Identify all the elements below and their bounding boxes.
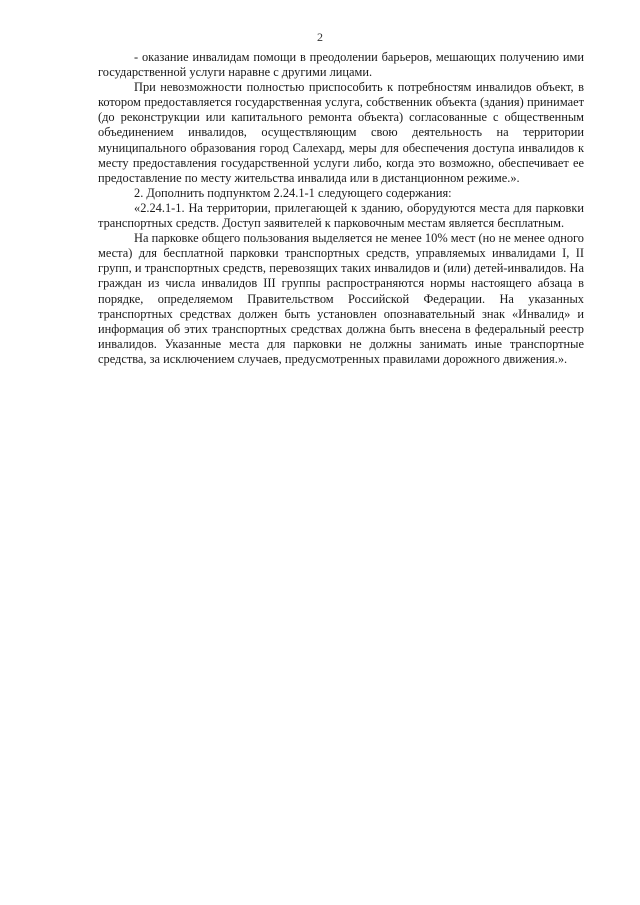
paragraph-barrier-assistance: - оказание инвалидам помощи в преодолении барьеров, мешающих получению ими государственной услуги наравне с другими лицами.	[98, 50, 584, 80]
page-number: 2	[317, 30, 323, 44]
paragraph-amendment-2: 2. Дополнить подпунктом 2.24.1-1 следующего содержания:	[134, 185, 452, 200]
paragraph-disabled-parking: На парковке общего пользования выделяется не менее 10% мест (но не менее одного места) для бесплатной парковки транспортных средств, управляемых инвалидами I, II групп, и транспортных средств, перевозящих таких инвалидов и (или) детей-инвалидов. На граждан из числа инвалидов III группы распространяются нормы настоящего абзаца в порядке, определяемом Правительством Российской Федерации. На указанных транспортных средствах должен быть установлен опознавательный знак «Инвалид» и информация об этих транспортных средствах должна быть внесена в федеральный реестр инвалидов. Указанные места для парковки не должны занимать иные транспортные средства, за исключением случаев, предусмотренных правилами дорожного движения.».	[98, 231, 584, 366]
paragraph-subclause-2-24-1-1: «2.24.1-1. На территории, прилегающей к зданию, оборудуются места для парковки транспортных средств. Доступ заявителей к парковочным местам является бесплатным.	[98, 200, 584, 231]
document-body	[98, 50, 584, 367]
paragraph-object-adaptation: При невозможности полностью приспособить к потребностям инвалидов объект, в котором предоставляется государственная услуга, собственник объекта (здания) принимает (до реконструкции или капитального ремонта объекта) согласованные с общественным объединением инвалидов, осуществляющим свою деятельность на территории муниципального образования город Салехард, меры для обеспечения доступа инвалидов к месту предоставления государственной услуги либо, когда это возможно, обеспечивает ее предоставление по месту жительства инвалида или в дистанционном режиме.».	[98, 80, 584, 185]
